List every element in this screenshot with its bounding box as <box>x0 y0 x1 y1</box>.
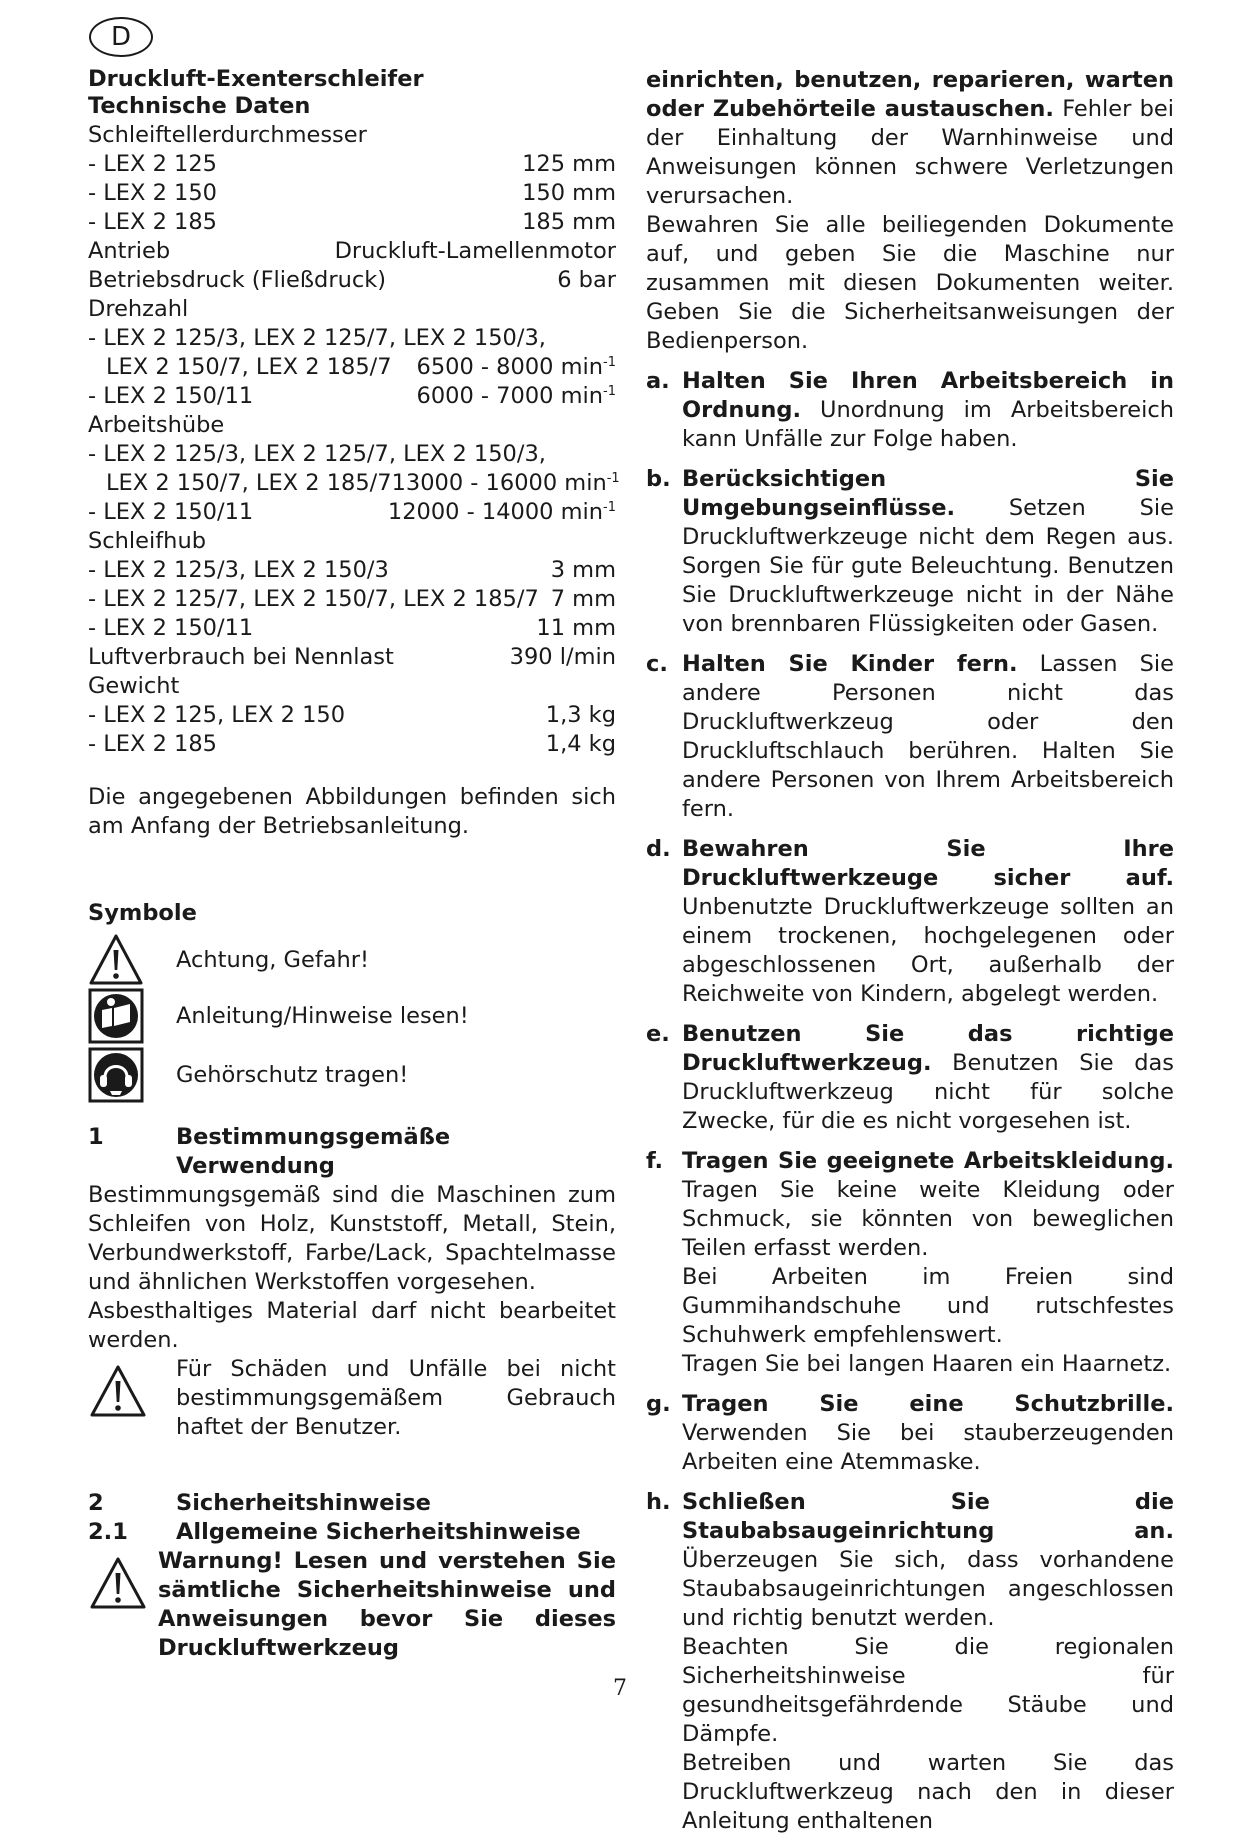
tech-data-label: Antrieb <box>88 238 171 264</box>
tech-data-label: Luftverbrauch bei Nennlast <box>88 644 394 670</box>
tech-data-value: 185 mm <box>522 209 616 235</box>
tech-data-row <box>88 556 616 585</box>
section-1-asbestos: Asbesthaltiges Material darf nicht bearbeitet werden. <box>88 1298 616 1353</box>
safety-item <box>646 835 1174 1009</box>
safety-item-letter: h. <box>646 1489 671 1515</box>
tech-data-label: Arbeitshübe <box>88 412 225 438</box>
safety-item-title: Halten Sie Kinder fern. <box>682 651 1018 677</box>
unit-superscript: -1 <box>603 355 616 370</box>
symbols-heading: Symbole <box>88 900 197 926</box>
safety-item-text: Lassen Sie andere Personen nicht das Druckluftwerkzeug oder den Druckluftschlauch berühren. Halten Sie andere Personen von Ihrem Arbeitsbereich fern. <box>682 651 1174 822</box>
tech-data-row <box>88 295 616 324</box>
safety-item-title: Tragen Sie geeignete Arbeitskleidung. <box>682 1148 1174 1174</box>
safety-item-title: Halten Sie Ihren Arbeitsbereich in Ordnung. <box>682 368 1174 423</box>
safety-item-title: Schließen Sie die Staubabsaugeinrichtung an. <box>682 1489 1174 1544</box>
safety-item-title: Tragen Sie eine Schutzbrille. <box>682 1391 1174 1417</box>
safety-item-text: Überzeugen Sie sich, dass vorhandene Staubabsaugeinrichtungen angeschlossen und richtig benutzt werden. <box>682 1547 1174 1631</box>
symbol-text: Gehörschutz tragen! <box>176 1061 409 1088</box>
tech-data-value: 125 mm <box>522 151 616 177</box>
unit-superscript: -1 <box>603 384 616 399</box>
warning-triangle-icon <box>88 932 144 988</box>
tech-data-label: - LEX 2 125/3, LEX 2 125/7, LEX 2 150/3, <box>88 441 546 467</box>
tech-data-value: 7 mm <box>550 586 616 612</box>
section-2-1-warning: Warnung! Lesen und verstehen Sie sämtliche Sicherheitshinweise und Anweisungen bevor Sie dieses Druckluftwerkzeug <box>88 1547 616 1663</box>
tech-data-value: 12000 - 14000 $\min^{-1}$ <box>387 499 616 525</box>
unit-superscript: -1 <box>606 471 620 486</box>
section-2-1-heading: 2.1 Allgemeine Sicherheitshinweise <box>88 1519 581 1545</box>
symbol-row <box>88 1047 616 1103</box>
safety-item-letter: e. <box>646 1021 670 1047</box>
tech-data-value: Druckluft-Lamellenmotor <box>334 238 616 264</box>
symbol-text: Anleitung/Hinweise lesen! <box>176 1002 469 1029</box>
safety-item-text: Unbenutzte Druckluftwerkzeuge sollten an einem trockenen, hochgelegenen oder abgeschlossenen Ort, außerhalb der Reichweite von Kindern, abgelegt werden. <box>682 894 1174 1007</box>
tech-data-label: - LEX 2 125, LEX 2 150 <box>88 702 346 728</box>
tech-data-row <box>88 469 620 498</box>
section-2-heading: 2 Sicherheitshinweise <box>88 1490 431 1516</box>
safety-item-letter: b. <box>646 466 671 492</box>
page-number: 7 <box>613 1676 627 1701</box>
tech-data-label: - LEX 2 150 <box>88 180 218 206</box>
safety-item-title: Berücksichtigen Sie Umgebungseinflüsse. <box>682 466 1174 521</box>
safety-item-text: Benutzen Sie das Druckluftwerkzeug nicht für solche Zwecke, für die es nicht vorgesehen ist. <box>682 1050 1174 1134</box>
section-1-paragraph: Bestimmungsgemäß sind die Maschinen zum Schleifen von Holz, Kunststoff, Metall, Stein, Verbundwerkstoff, Farbe/Lack, Spachtelmasse und ähnlichen Werkstoffen vorgesehen. <box>88 1182 616 1295</box>
tech-data-label: - LEX 2 125/3, LEX 2 125/7, LEX 2 150/3, <box>88 325 546 351</box>
tech-data-value: 150 mm <box>522 180 616 206</box>
symbol-text: Achtung, Gefahr! <box>176 946 370 973</box>
read-manual-icon <box>88 988 144 1044</box>
left-column <box>88 66 620 1663</box>
tech-data-value: 6000 - 7000 $\min^{-1}$ <box>416 383 616 409</box>
intro-paragraph: einrichten, benutzen, reparieren, warten oder Zubehörteile austauschen. Fehler bei der Einhaltung der Warnhinweise und Anweisungen können schwere Verletzungen verursachen. <box>646 67 1174 209</box>
tech-data-value: 390 l/min <box>509 644 616 670</box>
safety-item-title: Bewahren Sie Ihre Druckluftwerkzeuge sicher auf. <box>682 836 1174 891</box>
safety-item-letter: g. <box>646 1391 671 1417</box>
tech-data-label: Schleifhub <box>88 528 206 554</box>
tech-data-value: 6500 - 8000 $\min^{-1}$ <box>416 354 616 380</box>
tech-data-row <box>88 266 616 295</box>
tech-data-row <box>88 585 616 614</box>
tech-data-label: - LEX 2 185 <box>88 209 218 235</box>
tech-data-label: - LEX 2 125/3, LEX 2 150/3 <box>88 557 389 583</box>
safety-item-text: Setzen Sie Druckluftwerkzeuge nicht dem Regen aus. Sorgen Sie für gute Beleuchtung. Benutzen Sie Druckluftwerkzeuge nicht in der Nähe von brennbaren Flüssigkeiten oder Gasen. <box>682 495 1174 637</box>
safety-item <box>646 1147 1174 1379</box>
safety-item-letter: c. <box>646 651 668 677</box>
tech-data-label: Schleiftellerdurchmesser <box>88 122 367 148</box>
tech-data-row <box>88 179 616 208</box>
tech-data-label: - LEX 2 150/11 <box>88 615 254 641</box>
intro-paragraph-2: Bewahren Sie alle beiliegenden Dokumente auf, und geben Sie die Maschine nur zusammen mit diesen Dokumenten weiter. Geben Sie die Sicherheitsanweisungen der Bedienperson. <box>646 212 1174 354</box>
tech-data-row <box>88 701 616 730</box>
tech-data-value: 3 mm <box>550 557 616 583</box>
tech-data-row <box>88 324 616 353</box>
unit-superscript: -1 <box>603 500 616 515</box>
tech-data-row <box>88 730 616 759</box>
tech-data-label: - LEX 2 150/11 <box>88 499 254 525</box>
safety-item-extra: Bei Arbeiten im Freien sind Gummihandschuhe und rutschfestes Schuhwerk empfehlenswert. <box>682 1264 1174 1348</box>
tech-data-header: Technische Daten <box>88 92 616 121</box>
figures-note: Die angegebenen Abbildungen befinden sich am Anfang der Betriebsanleitung. <box>88 784 616 839</box>
safety-item-extra: Betreiben und warten Sie das Druckluftwerkzeug nach den in dieser Anleitung enthaltenen <box>682 1750 1174 1834</box>
warning-triangle-icon <box>88 1547 148 1611</box>
safety-item-text: Verwenden Sie bei stauberzeugenden Arbeiten eine Atemmaske. <box>682 1420 1174 1475</box>
warning-triangle-icon <box>88 1355 148 1419</box>
tech-data-value: 1,4 kg <box>545 731 616 757</box>
section-1-warning: Für Schäden und Unfälle bei nicht bestimmungsgemäßem Gebrauch haftet der Benutzer. <box>88 1355 616 1442</box>
language-badge: D <box>89 17 153 57</box>
safety-item-extra: Beachten Sie die regionalen Sicherheitshinweise für gesundheitsgefährdende Stäube und Dämpfe. <box>682 1634 1174 1747</box>
tech-data-row <box>88 150 616 179</box>
safety-item <box>646 367 1174 454</box>
tech-data-row <box>88 411 616 440</box>
safety-item-letter: a. <box>646 368 670 394</box>
safety-item <box>646 1390 1174 1477</box>
safety-item <box>646 650 1174 824</box>
tech-data-table <box>88 121 620 759</box>
document-title: Druckluft-Exenterschleifer <box>88 66 424 92</box>
tech-data-row <box>88 643 616 672</box>
tech-data-row <box>88 527 616 556</box>
tech-data-row <box>88 208 616 237</box>
safety-item-letter: f. <box>646 1148 664 1174</box>
tech-data-value: 1,3 kg <box>545 702 616 728</box>
tech-data-row <box>88 498 616 527</box>
tech-data-label: - LEX 2 185 <box>88 731 218 757</box>
safety-item-letter: d. <box>646 836 671 862</box>
tech-data-label: - LEX 2 150/11 <box>88 383 254 409</box>
safety-item-extra: Tragen Sie bei langen Haaren ein Haarnetz. <box>682 1351 1172 1377</box>
safety-item <box>646 1020 1174 1136</box>
tech-data-row <box>88 353 616 382</box>
tech-data-label: Drehzahl <box>88 296 189 322</box>
safety-item <box>646 1488 1174 1836</box>
tech-data-row <box>88 614 616 643</box>
tech-data-value: 11 mm <box>536 615 616 641</box>
tech-data-row <box>88 440 616 469</box>
right-column <box>646 66 1174 1847</box>
tech-data-value: 13000 - 16000 $\min^{-1}$ <box>391 470 620 496</box>
tech-data-label: Betriebsdruck (Fließdruck) <box>88 267 387 293</box>
tech-data-label: LEX 2 150/7, LEX 2 185/7 <box>106 354 392 380</box>
ear-protection-icon <box>88 1047 144 1103</box>
tech-data-label: - LEX 2 125/7, LEX 2 150/7, LEX 2 185/7 <box>88 586 539 612</box>
tech-data-row <box>88 237 616 266</box>
symbol-row <box>88 932 616 988</box>
tech-data-row <box>88 121 616 150</box>
tech-data-value: 6 bar <box>557 267 616 293</box>
tech-data-label: - LEX 2 125 <box>88 151 218 177</box>
safety-item <box>646 465 1174 639</box>
tech-data-row <box>88 382 616 411</box>
tech-data-row <box>88 672 616 701</box>
tech-data-label: Gewicht <box>88 673 180 699</box>
tech-data-label: LEX 2 150/7, LEX 2 185/7 <box>106 470 392 496</box>
symbol-row <box>88 988 616 1044</box>
safety-item-text: Tragen Sie keine weite Kleidung oder Schmuck, sie könnten von beweglichen Teilen erfasst werden. <box>682 1177 1174 1261</box>
section-1-heading: 1 Bestimmungsgemäße Verwendung <box>88 1124 451 1179</box>
safety-item-text: Unordnung im Arbeitsbereich kann Unfälle zur Folge haben. <box>682 397 1174 452</box>
safety-list <box>646 367 1174 1836</box>
safety-item-title: Benutzen Sie das richtige Druckluftwerkzeug. <box>682 1021 1174 1076</box>
